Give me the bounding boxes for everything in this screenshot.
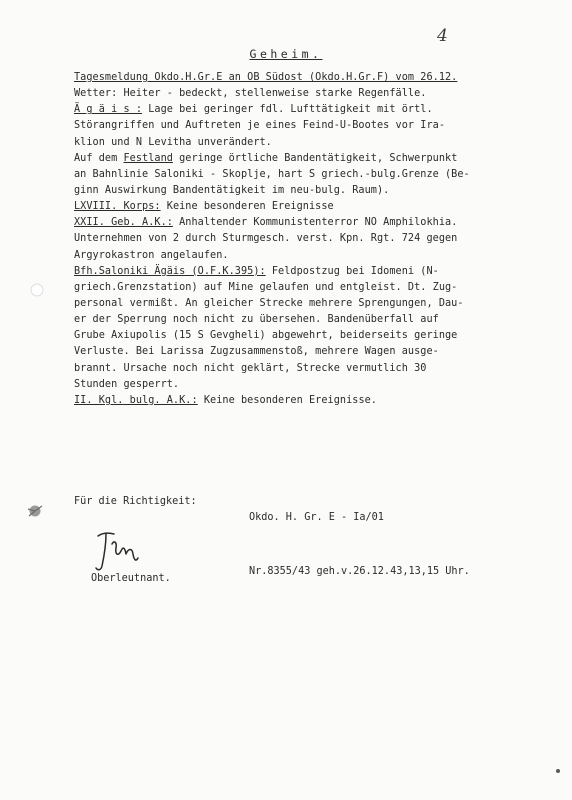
report-text: Wetter: Heiter - bedeckt, stellenweise starke Regenfälle. xyxy=(74,88,427,100)
report-line xyxy=(74,183,544,199)
report-text: Auf dem xyxy=(74,152,124,164)
report-text: Keine besonderen Ereignisse. xyxy=(197,394,377,406)
punch-hole-upper xyxy=(29,282,45,298)
report-text: Verluste. Bei Larissa Zugzusammenstoß, mehrere Wagen ausge- xyxy=(74,346,439,358)
attestation-label: Für die Richtigkeit: xyxy=(74,496,197,507)
report-line xyxy=(74,135,544,151)
report-text: ginn Auswirkung Bandentätigkeit im neu-bulg. Raum). xyxy=(74,184,390,196)
report-text: Keine besonderen Ereignisse xyxy=(160,201,334,213)
report-line xyxy=(74,70,544,86)
report-body xyxy=(74,70,544,409)
signatory-rank: Oberleutnant. xyxy=(91,573,171,584)
stamp-mark xyxy=(552,765,564,777)
report-text: Grube Axiupolis (15 S Gevgheli) abgewehrt, beiderseits geringe xyxy=(74,330,458,342)
report-text: personal vermißt. An gleicher Strecke mehrere Sprengungen, Dau- xyxy=(74,297,464,309)
report-heading: LXVIII. Korps: xyxy=(74,201,161,213)
report-line xyxy=(74,361,544,377)
report-text: Argyrokastron angelaufen. xyxy=(74,249,229,261)
report-text: Stunden gesperrt. xyxy=(74,378,180,390)
report-line xyxy=(74,393,544,409)
sender-reference xyxy=(249,470,470,616)
punch-hole-lower xyxy=(24,500,46,522)
signature-mark xyxy=(92,524,152,574)
report-line xyxy=(74,151,544,167)
report-line xyxy=(74,328,544,344)
report-heading: Tagesmeldung Okdo.H.Gr.E an OB Südost (Okdo.H.Gr.F) vom 26.12. xyxy=(74,72,458,83)
report-heading: Ä g ä i s : xyxy=(74,104,143,116)
report-heading: II. Kgl. bulg. A.K.: xyxy=(74,394,198,406)
report-text: geringe örtliche Bandentätigkeit, Schwerpunkt xyxy=(172,152,458,164)
report-line xyxy=(74,248,544,264)
report-line xyxy=(74,86,544,102)
report-text: Lage bei geringer fdl. Lufttätigkeit mit örtl. xyxy=(142,104,433,116)
report-text: Unternehmen von 2 durch Sturmgesch. verst. Kpn. Rgt. 724 gegen xyxy=(74,233,458,245)
report-text: an Bahnlinie Saloniki - Skoplje, hart S griech.-bulg.Grenze (Be- xyxy=(74,168,470,180)
document-title: Geheim. xyxy=(249,47,323,61)
report-text: klion und N Levitha unverändert. xyxy=(74,136,272,148)
report-text: brannt. Ursache noch nicht geklärt, Strecke vermutlich 30 xyxy=(74,362,427,374)
report-heading: Bfh.Saloniki Ägäis (O.F.K.395): xyxy=(74,265,266,277)
report-line xyxy=(74,167,544,183)
report-line xyxy=(74,296,544,312)
page-number: 4 xyxy=(437,26,448,46)
report-line xyxy=(74,344,544,360)
sender-line-1: Okdo. H. Gr. E - Ia/01 xyxy=(249,512,384,523)
report-text: Störangriffen und Auftreten je eines Feind-U-Bootes vor Ira- xyxy=(74,120,446,132)
report-heading: XXII. Geb. A.K.: xyxy=(74,217,173,229)
report-line xyxy=(74,215,544,231)
report-text: griech.Grenzstation) auf Mine gelaufen und entgleist. Dt. Zug- xyxy=(74,281,458,293)
report-heading: Festland xyxy=(123,152,173,164)
report-line xyxy=(74,199,544,215)
report-line xyxy=(74,231,544,247)
report-line xyxy=(74,264,544,280)
report-text: Anhaltender Kommunistenterror NO Amphilokhia. xyxy=(172,217,458,229)
report-line xyxy=(74,118,544,134)
report-text: Feldpostzug bei Idomeni (N- xyxy=(265,265,439,277)
report-line xyxy=(74,280,544,296)
sender-line-2: Nr.8355/43 geh.v.26.12.43,13,15 Uhr. xyxy=(249,566,470,578)
report-line xyxy=(74,102,544,118)
report-line xyxy=(74,377,544,393)
report-line xyxy=(74,312,544,328)
report-text: er der Sperrung noch nicht zu übersehen. Bandenüberfall auf xyxy=(74,314,439,326)
